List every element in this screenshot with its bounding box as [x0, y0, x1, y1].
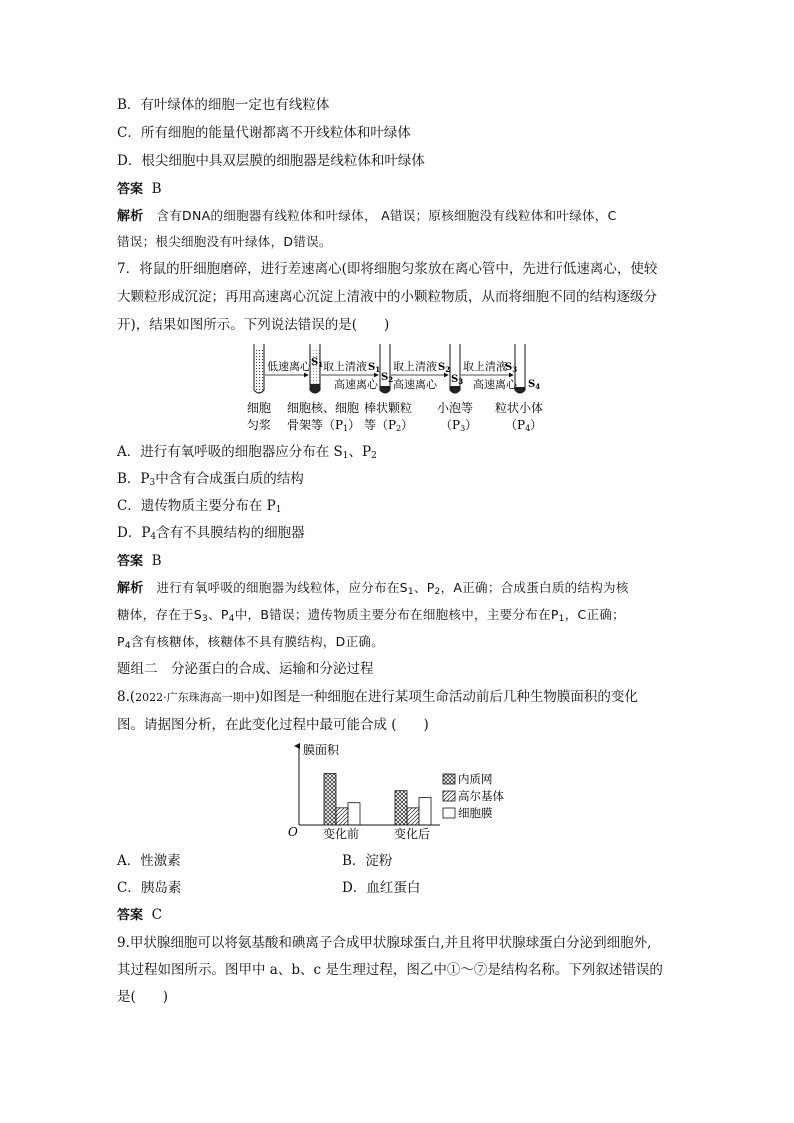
label-s1: $S_1$	[311, 357, 324, 369]
q7-analysis-line-1: 解析 进行有氧呼吸的细胞器为线粒体，应分布在$S_1$、$P_2$，A正确；合成蛋白质的结构为核	[117, 580, 629, 597]
answer-label: 答案	[117, 182, 144, 197]
bar-高尔基体-变化后	[407, 808, 419, 825]
q9-stem-line-2: 其过程如图所示。图甲中 a、b、c 是生理过程，图乙中①～⑦是结构名称。下列叙述错误的	[117, 962, 663, 978]
svg-text:S3: $S_3$	[505, 362, 518, 374]
svg-text:S1: $S_1$	[368, 362, 381, 374]
origin-label: O	[288, 825, 298, 839]
q6-analysis-line-2: 错误；根尖细胞没有叶绿体，D错误。	[117, 234, 332, 249]
analysis-label: 解析	[117, 581, 144, 596]
bar-高尔基体-变化前	[336, 808, 348, 825]
svg-text:粒状小体: 粒状小体	[495, 401, 544, 415]
svg-text:取上清液: 取上清液	[393, 360, 437, 373]
q9-stem-line-1: 9.甲状腺细胞可以将氨基酸和碘离子合成甲状腺球蛋白,并且将甲状腺球蛋白分泌到细胞外,	[117, 935, 652, 951]
answer-value: B	[151, 181, 162, 197]
answer-value: B	[151, 553, 162, 569]
svg-text:匀浆: 匀浆	[247, 418, 272, 432]
bar-细胞膜-变化前	[348, 803, 360, 825]
q6-option-d: D．根尖细胞中具双层膜的细胞器是线粒体和叶绿体	[117, 153, 425, 169]
svg-text:细胞核、细胞: 细胞核、细胞	[287, 401, 360, 415]
analysis-label: 解析	[117, 209, 144, 224]
q6-answer	[117, 180, 162, 199]
label-s2: $S_2$	[381, 372, 394, 384]
q8-stem-line-1: 8.(2022·广东珠海高一期中)如图是一种细胞在进行某项生命活动前后几种生物膜面积的变化	[117, 689, 638, 705]
q8-option-d: D．血红蛋白	[342, 880, 421, 896]
q8-answer	[117, 906, 162, 925]
q8-option-b: B．淀粉	[342, 853, 393, 869]
svg-text:骨架等（P1）: 骨架等（P1）	[287, 418, 361, 433]
q8-option-c: C．胰岛素	[117, 880, 182, 896]
label-s4: $S_4$	[528, 379, 541, 391]
svg-text:高速离心: 高速离心	[473, 378, 517, 391]
arrow-low-speed: 低速离心	[267, 360, 311, 373]
category-label: 变化前	[322, 827, 360, 841]
svg-text:高速离心: 高速离心	[393, 378, 437, 391]
q7-analysis-line-3: $P_4$含有核糖体，核糖体不具有膜结构，D正确。	[117, 634, 385, 651]
section-heading: 题组二 分泌蛋白的合成、运输和分泌过程	[117, 661, 374, 677]
answer-label: 答案	[117, 554, 144, 569]
q7-answer	[117, 552, 162, 571]
q6-analysis-line-1: 解析 含有DNA的细胞器有线粒体和叶绿体， A错误；原核细胞没有线粒体和叶绿体，C	[117, 208, 617, 224]
q6-option-b: B．有叶绿体的细胞一定也有线粒体	[117, 97, 330, 113]
centrifuge-figure	[0, 340, 794, 435]
answer-label: 答案	[117, 908, 144, 923]
svg-text:S2: $S_2$	[438, 362, 451, 374]
svg-text:高速离心: 高速离心	[334, 378, 378, 391]
q7-option-b: B．$P_3$中含有合成蛋白质的结构	[117, 471, 304, 488]
q7-option-a: A．进行有氧呼吸的细胞器应分布在 $S_1$、$P_2$	[117, 444, 377, 461]
svg-text:（P3）: （P3）	[440, 418, 478, 433]
q7-stem-line-1: 7．将鼠的肝细胞磨碎，进行差速离心(即将细胞匀浆放在离心管中，先进行低速离心，使较	[117, 261, 658, 277]
q7-option-d: D．$P_4$含有不具膜结构的细胞器	[117, 525, 305, 542]
svg-text:等（P2）: 等（P2）	[364, 418, 414, 433]
svg-text:细胞: 细胞	[247, 401, 272, 415]
legend-label: 内质网	[458, 772, 493, 786]
legend-label: 细胞膜	[458, 806, 493, 820]
svg-text:取上清液: 取上清液	[463, 360, 507, 373]
q7-stem-line-2: 大颗粒形成沉淀；再用高速离心沉淀上清液中的小颗粒物质，从而将细胞不同的结构逐级分	[117, 289, 657, 305]
svg-text:小泡等: 小泡等	[437, 401, 474, 415]
q7-stem-line-3: 开)，结果如图所示。下列说法错误的是( )	[117, 317, 390, 333]
q6-option-c: C．所有细胞的能量代谢都离不开线粒体和叶绿体	[117, 125, 411, 141]
membrane-area-chart	[0, 740, 794, 850]
answer-value: C	[151, 907, 162, 923]
category-label: 变化后	[393, 827, 431, 841]
legend-label: 高尔基体	[458, 789, 504, 803]
bar-细胞膜-变化后	[419, 798, 431, 825]
tube-p2	[380, 344, 390, 393]
bar-内质网-变化后	[395, 791, 407, 825]
bar-内质网-变化前	[324, 774, 336, 825]
y-axis-label: 膜面积	[303, 743, 340, 757]
label-s3: $S_3$	[451, 374, 464, 386]
svg-text:（P4）: （P4）	[505, 418, 543, 433]
svg-text:棒状颗粒: 棒状颗粒	[364, 401, 413, 415]
q8-stem-line-2: 图。请据图分析，在此变化过程中最可能合成 ( )	[117, 717, 429, 733]
tube-homogenate	[254, 344, 264, 393]
chart-legend	[443, 772, 504, 820]
svg-text:取上清液: 取上清液	[323, 360, 367, 373]
q7-analysis-line-2: 糖体，存在于$S_3$、$P_4$中，B错误；遗传物质主要分布在细胞核中，主要分布在$P_1$，C正确；	[117, 607, 625, 624]
q9-stem-line-3: 是( )	[117, 989, 169, 1005]
q8-option-a: A．性激素	[117, 853, 181, 869]
q7-option-c: C．遗传物质主要分布在 $P_1$	[117, 498, 282, 515]
